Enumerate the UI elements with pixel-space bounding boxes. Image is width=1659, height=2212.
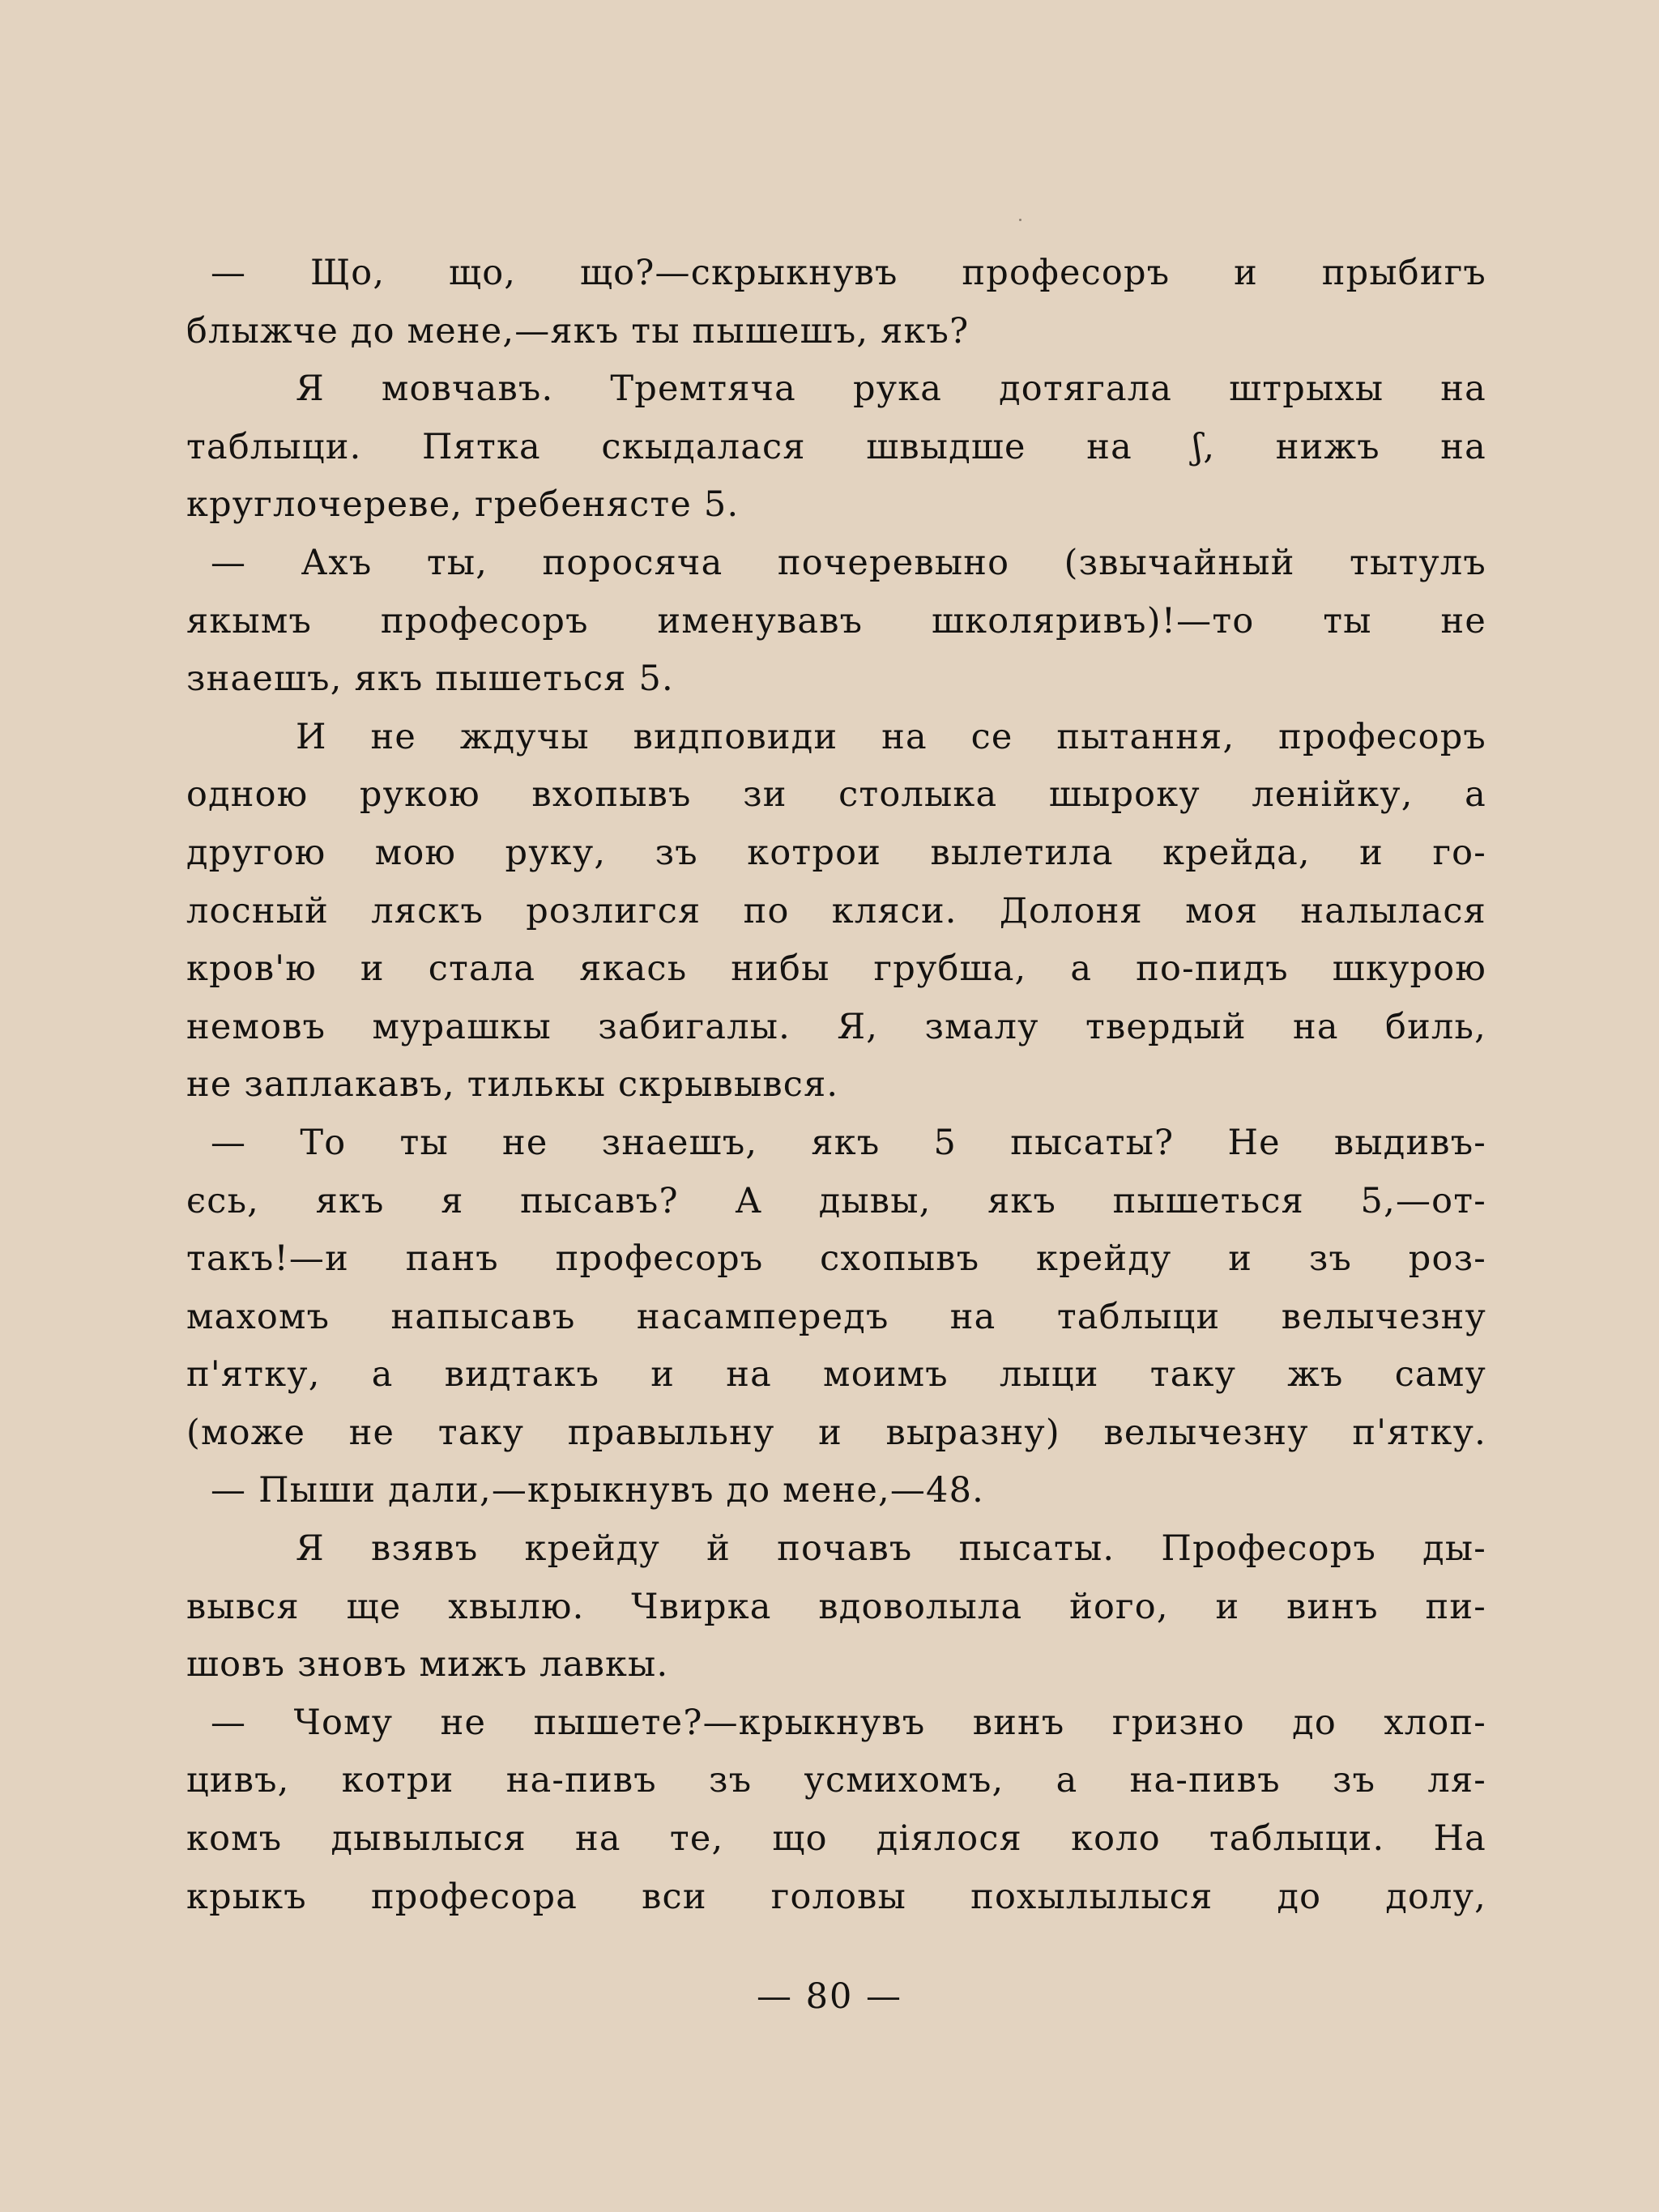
text-line: — То ты не знаешъ, якъ 5 пысаты? Не выдивъ- bbox=[211, 1122, 1486, 1163]
text-line: вывся ще хвылю. Чвирка вдоволыла його, и винъ пи- bbox=[186, 1586, 1486, 1627]
text-line: єсь, якъ я пысавъ? А дывы, якъ пышеться 5,—от- bbox=[186, 1180, 1486, 1221]
text-line: — Чому не пышете?—крыкнувъ винъ гризно до хлоп- bbox=[211, 1702, 1486, 1743]
text-line: — Ахъ ты, поросяча почеревыно (звычайный тытулъ bbox=[211, 542, 1486, 583]
text-line: кров'ю и стала якась нибы грубша, а по-пидъ шкурою bbox=[186, 948, 1486, 990]
text-line: знаешъ, якъ пышеться 5. bbox=[186, 658, 674, 700]
text-line: таблыци. Пятка скыдалася швыдше на ʃ, нижъ на bbox=[186, 426, 1486, 467]
text-line: (може не таку правыльну и выразну) велычезну п'ятку. bbox=[186, 1412, 1486, 1453]
text-line: одною рукою вхопывъ зи столыка шыроку ленійку, а bbox=[186, 774, 1486, 816]
text-line: лосный ляскъ розлигся по кляси. Долоня моя налылася bbox=[186, 890, 1486, 931]
text-line: не заплакавъ, тилькы скрывывся. bbox=[186, 1064, 839, 1106]
text-line: Я мовчавъ. Тремтяча рука дотягала штрыхы на bbox=[296, 369, 1486, 410]
text-line: шовъ зновъ мижъ лавкы. bbox=[186, 1644, 669, 1686]
text-line: круглочереве, гребеняcте 5. bbox=[186, 484, 740, 526]
text-line: — Що, що, що?—скрыкнувъ професоръ и прыбигъ bbox=[211, 253, 1486, 293]
paper-speck bbox=[1019, 219, 1021, 221]
text-line: цивъ, котри на-пивъ зъ усмихомъ, а на-пивъ зъ ля- bbox=[186, 1760, 1486, 1801]
text-line: такъ!—и панъ професоръ схопывъ крейду и зъ роз- bbox=[186, 1238, 1486, 1280]
text-line: И не ждучы видповиди на се пытання, професоръ bbox=[296, 716, 1486, 757]
text-line: блыжче до мене,—якъ ты пышешъ, якъ? bbox=[186, 310, 970, 352]
text-line: немовъ мурашкы забигалы. Я, змалу твердый на биль, bbox=[186, 1006, 1486, 1047]
text-line: крыкъ професора вси головы похылылыся до долу, bbox=[186, 1876, 1486, 1917]
page-number: — 80 — bbox=[756, 1976, 903, 2017]
text-line: Я взявъ крейду й почавъ пысаты. Професоръ ды- bbox=[296, 1528, 1486, 1570]
text-line: махомъ напысавъ насамперeдъ на таблыци велычезну bbox=[186, 1296, 1486, 1337]
text-line: — Пыши дали,—крыкнувъ до мене,—48. bbox=[211, 1470, 985, 1511]
text-line: комъ дывылыся на те, що діялося коло таблыци. На bbox=[186, 1818, 1486, 1860]
text-line: якымъ професоръ именувавъ школяривъ)!—то ты не bbox=[186, 600, 1486, 641]
text-line: другою мою руку, зъ котрои вылетила крейда, и го- bbox=[186, 832, 1486, 873]
text-line: п'ятку, а видтакъ и на моимъ лыци таку жъ саму bbox=[186, 1354, 1486, 1396]
body-text bbox=[186, 245, 1486, 1926]
